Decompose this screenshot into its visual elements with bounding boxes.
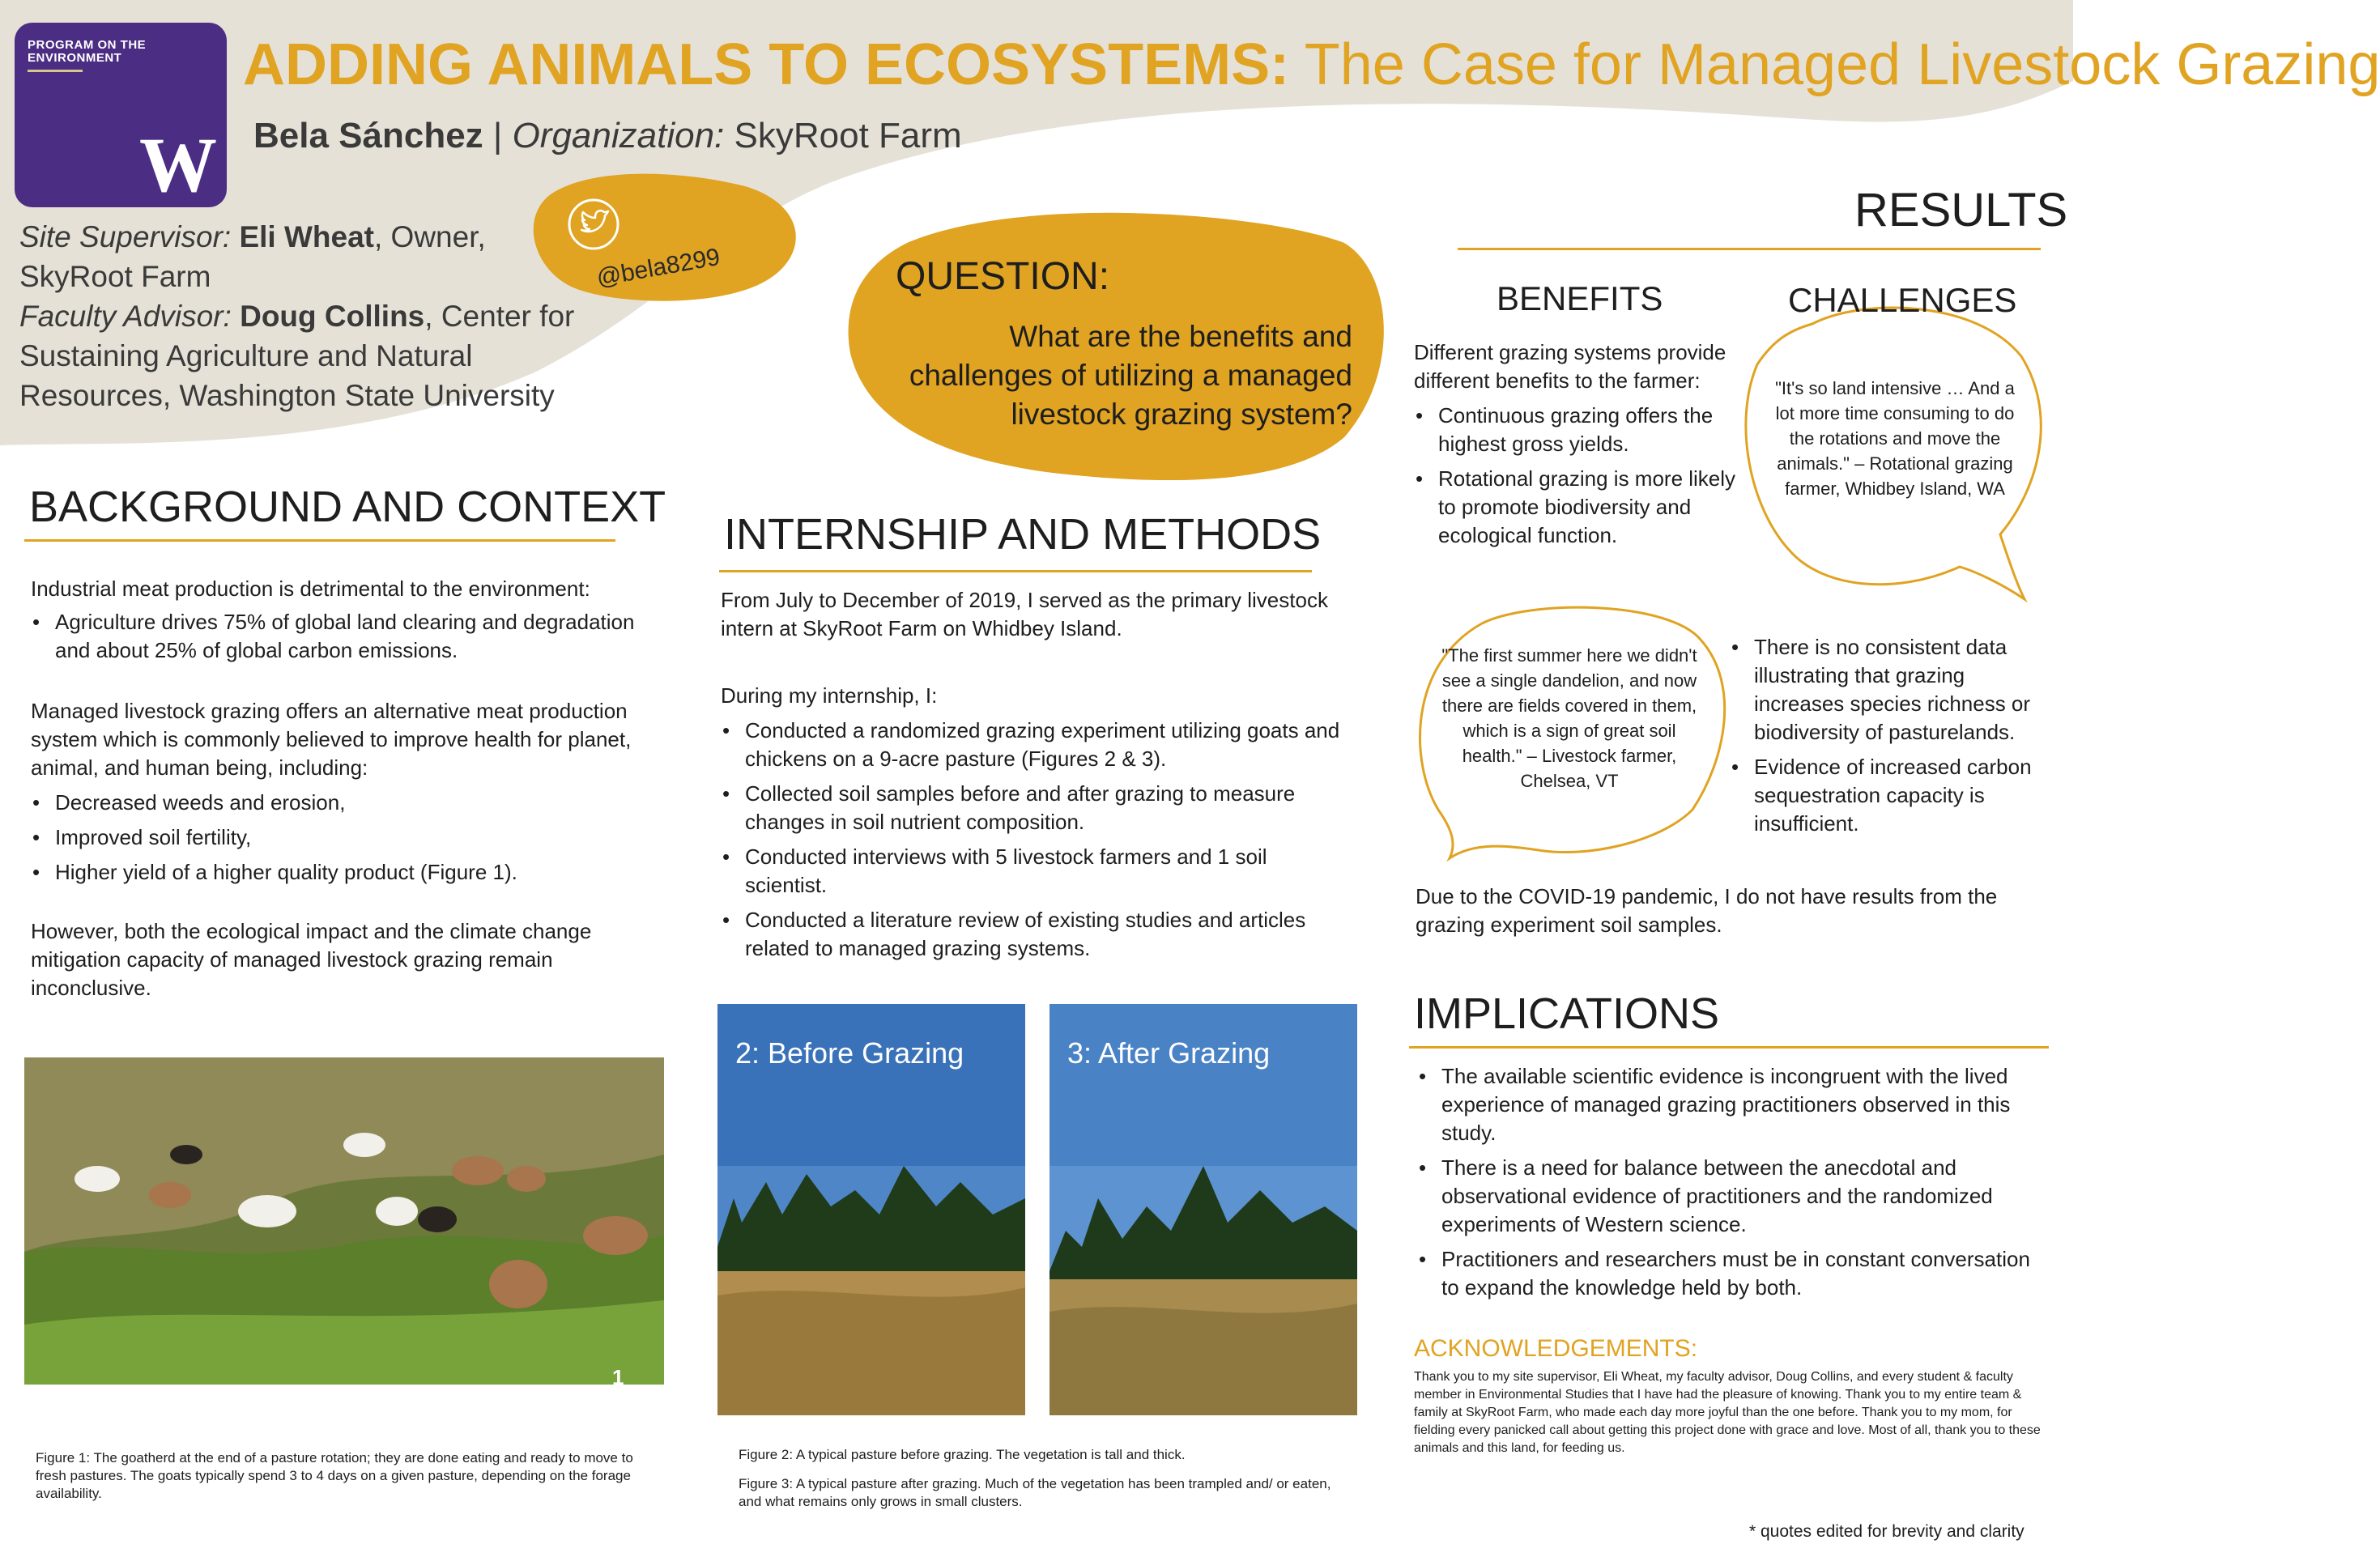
author-separator: | (483, 116, 513, 155)
background-heading: BACKGROUND AND CONTEXT (29, 483, 666, 531)
challenges-bullet: • There is no consistent data illustrating that grazing increases species richness or biodiversity of pasturelands. (1730, 633, 2054, 747)
site-supervisor-line (19, 217, 602, 257)
challenges-heading: CHALLENGES (1788, 281, 2017, 319)
uw-w-logo-icon: W (139, 121, 217, 208)
background-para-3: However, both the ecological impact and the climate change mitigation capacity of managed livestock grazing remain inconclusive. (31, 919, 592, 1000)
faculty-advisor-org-2: Resources, Washington State University (19, 379, 555, 412)
implications-bullet: • There is a need for balance between the anecdotal and observational evidence of practitioners and the randomized experiments of Western science. (1417, 1154, 2041, 1239)
implications-bullets (1417, 1062, 2041, 1302)
title-bold: ADDING ANIMALS TO ECOSYSTEMS: (243, 32, 1290, 97)
methods-bullet: • Conducted a randomized grazing experiment utilizing goats and chickens on a 9-acre pasture (Figures 2 & 3). (721, 717, 1352, 773)
faculty-advisor-org-1: Sustaining Agriculture and Natural (19, 339, 473, 372)
title-rest: The Case for Managed Livestock Grazing (1289, 32, 2380, 97)
background-bullets-1 (31, 608, 662, 665)
methods-body (721, 586, 1352, 969)
faculty-advisor-label: Faculty Advisor: (19, 300, 232, 333)
methods-bullet: • Conducted a literature review of existing studies and articles related to managed grazing systems. (721, 906, 1352, 963)
logo-text-line1: PROGRAM ON THE (28, 38, 147, 52)
figure-2-caption: Figure 2: A typical pasture before grazing. The vegetation is tall and thick. (739, 1447, 1186, 1462)
site-supervisor-label: Site Supervisor: (19, 220, 232, 253)
background-bullets-2 (31, 789, 662, 887)
challenges-body (1730, 633, 2054, 844)
advisors-block (19, 217, 602, 415)
question-text: What are the benefits and challenges of utilizing a managed livestock grazing system? (909, 320, 1352, 431)
methods-lead: During my internship, I: (721, 683, 938, 708)
challenge-quote: "It's so land intensive … And a lot more time consuming to do the rotations and move the animals." – Rotational grazing farmer, Whidbey Island, WA (1775, 378, 2015, 499)
background-bullet: • Higher yield of a higher quality product (Figure 1). (31, 858, 662, 887)
logo-text (28, 39, 189, 65)
background-heading-rule (24, 539, 615, 542)
background-bullet: • Agriculture drives 75% of global land clearing and degradation and about 25% of global carbon emissions. (31, 608, 662, 665)
twitter-bird-icon (567, 198, 620, 251)
poster-title (243, 24, 2380, 105)
logo-text-line2: ENVIRONMENT (28, 51, 122, 65)
org-name: SkyRoot Farm (724, 116, 962, 155)
methods-bullet: • Collected soil samples before and after grazing to measure changes in soil nutrient composition. (721, 780, 1352, 836)
challenges-bullet: • Evidence of increased carbon sequestration capacity is insufficient. (1730, 753, 2054, 838)
author-name: Bela Sánchez (253, 116, 483, 155)
footnote: * quotes edited for brevity and clarity (1749, 1522, 2024, 1541)
faculty-advisor-name: Doug Collins (231, 300, 425, 333)
org-label: Organization: (512, 116, 725, 155)
logo-rule (28, 70, 83, 72)
acknowledgements-heading: ACKNOWLEDGEMENTS: (1414, 1335, 1698, 1362)
background-body (31, 575, 662, 1002)
implications-heading-rule (1409, 1046, 2049, 1049)
background-bullet: • Improved soil fertility, (31, 823, 662, 852)
methods-heading-rule (719, 570, 1312, 572)
benefit-quote: "The first summer here we didn't see a single dandelion, and now there are fields covered in them, which is a sign of great soil health." – Livestock farmer, Chelsea, VT (1441, 645, 1697, 791)
faculty-advisor-line (19, 296, 602, 336)
question-label: QUESTION: (896, 255, 1110, 298)
covid-note: Due to the COVID-19 pandemic, I do not have results from the grazing experiment soil samples. (1416, 884, 1998, 937)
methods-bullets (721, 717, 1352, 963)
background-intro: Industrial meat production is detrimental to the environment: (31, 576, 590, 601)
benefits-bullet: • Continuous grazing offers the highest gross yields. (1414, 402, 1738, 458)
after-grazing-label: 3: After Grazing (1067, 1036, 1271, 1070)
goats-photo (24, 1057, 664, 1385)
goats-photo-image (24, 1057, 664, 1385)
benefits-body (1414, 338, 1738, 556)
figure-3-caption: Figure 3: A typical pasture after grazing. Much of the vegetation has been trampled and/ or eaten, and what remains only grows in small clusters. (739, 1476, 1331, 1509)
implications-bullet: • The available scientific evidence is incongruent with the lived experience of managed grazing practitioners observed in this study. (1417, 1062, 2041, 1147)
implications-bullet: • Practitioners and researchers must be in constant conversation to expand the knowledge held by both. (1417, 1245, 2041, 1302)
faculty-advisor-role: , Center for (424, 300, 575, 333)
methods-heading: INTERNSHIP AND METHODS (724, 510, 1322, 559)
background-bullet: • Decreased weeds and erosion, (31, 789, 662, 817)
implications-body (1417, 1062, 2041, 1308)
benefits-heading: BENEFITS (1497, 279, 1663, 317)
acknowledgements-text: Thank you to my site supervisor, Eli Wheat, my faculty advisor, Doug Collins, and every student & faculty member in Environmental Studies that I have had the pleasure of knowing. Thank you to my entire team & family at SkyRoot Farm, who made each day more joyful than the one before. Thank you to my mom, for fielding every panicked call about getting this project done with grace and love. Most of all, thank you to these animals and this land, for feeding us. (1414, 1370, 2041, 1455)
challenges-bullets (1730, 633, 2054, 838)
benefits-bullets (1414, 402, 1738, 550)
site-supervisor-org: SkyRoot Farm (19, 260, 211, 293)
results-heading-rule (1458, 248, 2041, 250)
photo-number: 1 (612, 1365, 624, 1389)
background-para-2: Managed livestock grazing offers an alternative meat production system which is commonly believed to improve health for planet, animal, and human being, including: (31, 699, 632, 780)
site-supervisor-name: Eli Wheat (231, 220, 374, 253)
author-line (253, 110, 962, 162)
site-supervisor-role: , Owner, (373, 220, 486, 253)
methods-intro: From July to December of 2019, I served as the primary livestock intern at SkyRoot Farm on Whidbey Island. (721, 588, 1328, 640)
benefits-intro: Different grazing systems provide different benefits to the farmer: (1414, 340, 1726, 393)
benefits-bullet: • Rotational grazing is more likely to promote biodiversity and ecological function. (1414, 465, 1738, 550)
methods-bullet: • Conducted interviews with 5 livestock farmers and 1 soil scientist. (721, 843, 1352, 900)
figure-1-caption: Figure 1: The goatherd at the end of a pasture rotation; they are done eating and ready to move to fresh pastures. The goats typically spend 3 to 4 days on a given pasture, depending on the forage availability. (36, 1450, 633, 1501)
twitter-handle[interactable]: @bela8299 (594, 243, 722, 292)
implications-heading: IMPLICATIONS (1414, 989, 1720, 1038)
before-grazing-label: 2: Before Grazing (735, 1036, 964, 1070)
results-heading: RESULTS (1854, 184, 2068, 236)
